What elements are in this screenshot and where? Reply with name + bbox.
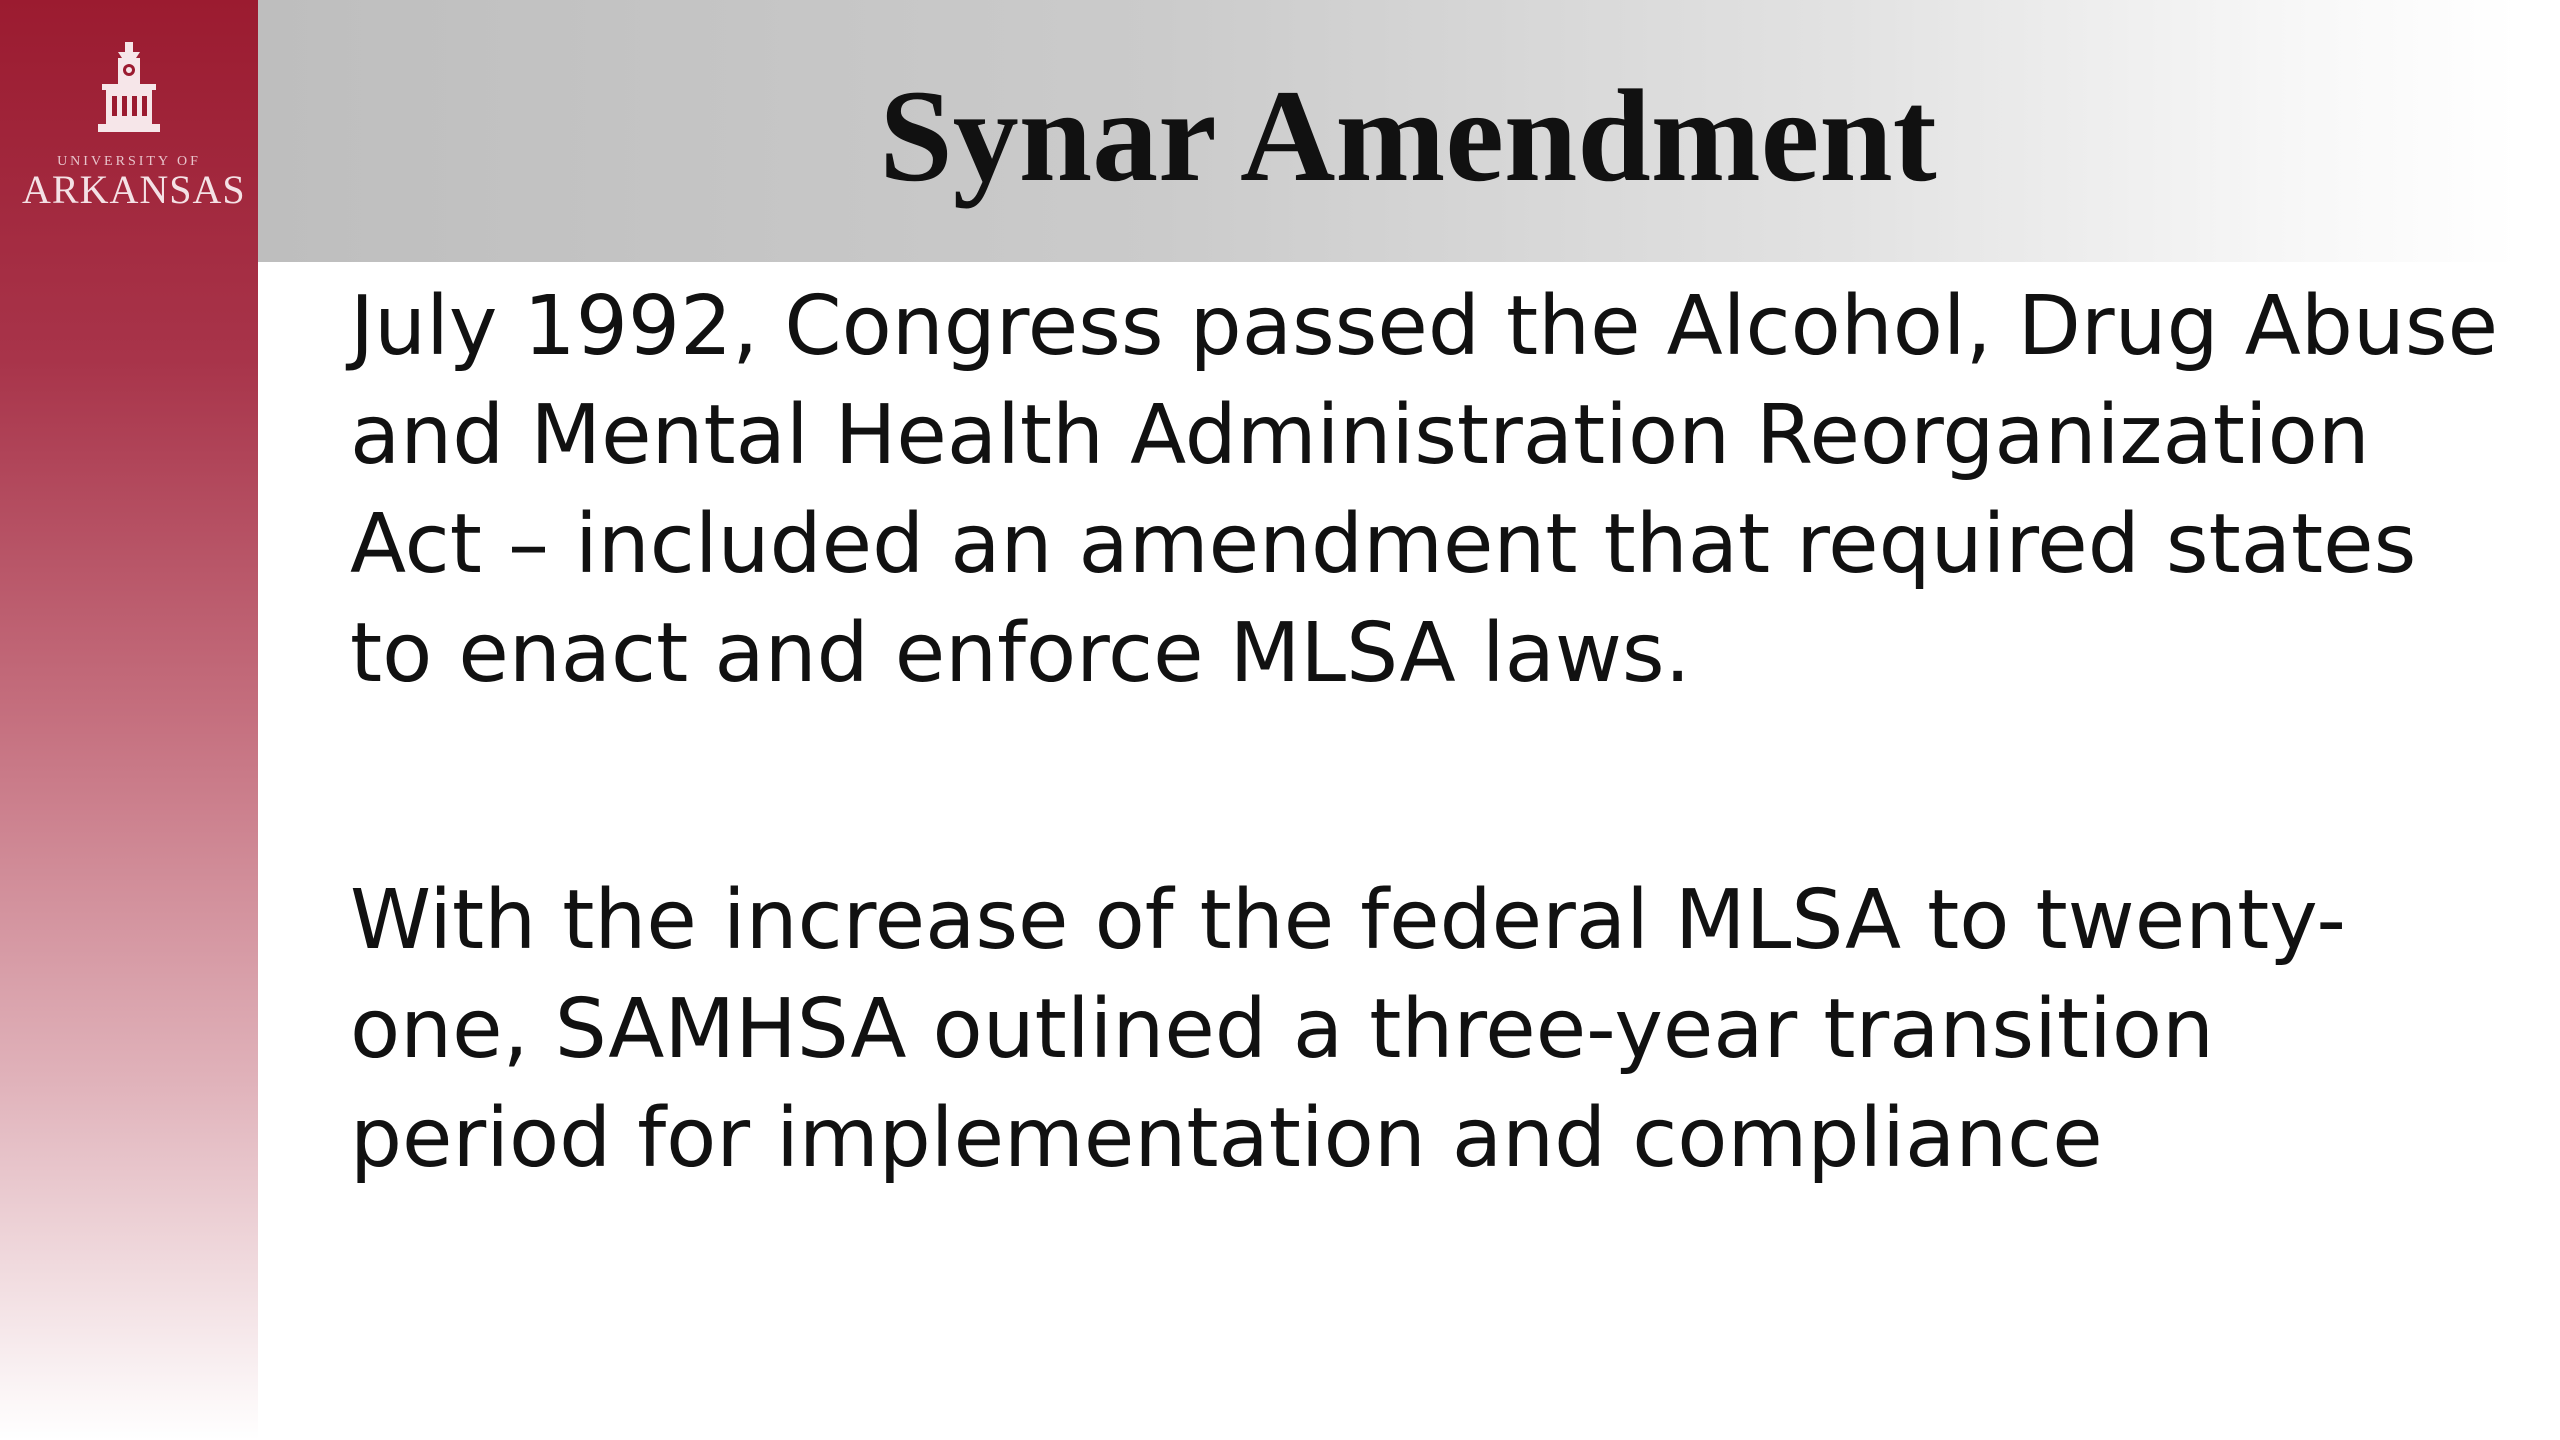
- paragraph-synar-act: July 1992, Congress passed the Alcohol, Drug Abuse and Mental Health Administration Reorganization Act – included an amendment that required states to enact and enforce MLSA laws.: [350, 279, 2499, 701]
- old-main-building-icon: [94, 40, 164, 140]
- slide-title: Synar Amendment: [879, 62, 1937, 209]
- sidebar-brand-stripe: [0, 0, 258, 1440]
- slide-body: [350, 272, 2500, 1193]
- logo-text-university-of: UNIVERSITY OF: [57, 154, 201, 169]
- logo-text-arkansas: ARKANSAS: [22, 167, 246, 212]
- university-logo: [22, 40, 246, 212]
- paragraph-mlsa-transition: With the increase of the federal MLSA to twenty-one, SAMHSA outlined a three-year transition period for implementation and compliance: [350, 873, 2346, 1186]
